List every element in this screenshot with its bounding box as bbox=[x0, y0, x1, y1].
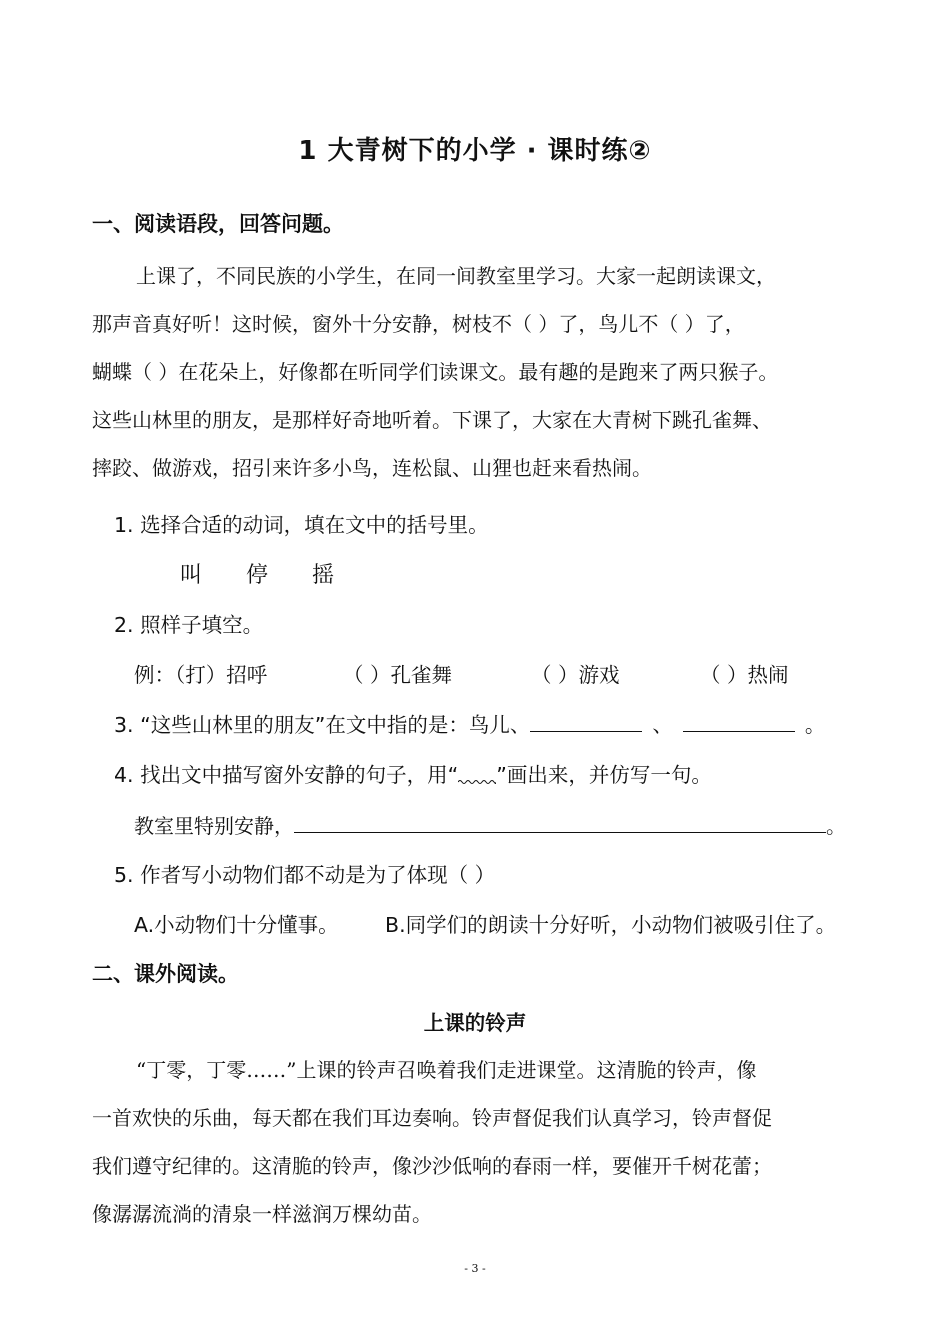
story-line: “丁零，丁零……”上课的铃声召唤着我们走进课堂。这清脆的铃声，像 bbox=[136, 1058, 757, 1082]
question-5: 5. 作者写小动物们都不动是为了体现（ ） bbox=[114, 863, 496, 887]
wavy-line-icon bbox=[458, 762, 496, 782]
period: 。 bbox=[826, 814, 846, 838]
story-line: 一首欢快的乐曲，每天都在我们耳边奏响。铃声督促我们认真学习，铃声督促 bbox=[92, 1106, 772, 1130]
passage-line: 蝴蝶（ ）在花朵上，好像都在听同学们读课文。最有趣的是跑来了两只猴子。 bbox=[92, 360, 779, 384]
question-1: 1. 选择合适的动词，填在文中的括号里。 bbox=[114, 513, 489, 537]
answer-blank[interactable] bbox=[683, 711, 795, 732]
passage-line: 摔跤、做游戏，招引来许多小鸟，连松鼠、山狸也赶来看热闹。 bbox=[92, 456, 652, 480]
question-3-text: 3. “这些山林里的朋友”在文中指的是：鸟儿、 bbox=[114, 713, 531, 737]
answer-blank[interactable] bbox=[530, 711, 642, 732]
answer-blank[interactable] bbox=[294, 812, 826, 833]
imitation-prefix: 教室里特别安静， bbox=[134, 814, 294, 838]
question-4-suffix: ”画出来，并仿写一句。 bbox=[496, 763, 712, 787]
fill-item[interactable]: （ ）热闹 bbox=[700, 663, 789, 687]
imitation-sentence bbox=[134, 810, 846, 839]
period: 。 bbox=[804, 713, 826, 737]
passage-line: 上课了，不同民族的小学生，在同一间教室里学习。大家一起朗读课文， bbox=[136, 264, 776, 288]
separator: 、 bbox=[652, 713, 673, 737]
word-option: 叫 bbox=[180, 563, 203, 588]
fill-item[interactable]: （ ）孔雀舞 bbox=[343, 663, 453, 687]
section-2-heading: 二、课外阅读。 bbox=[92, 962, 239, 986]
question-2: 2. 照样子填空。 bbox=[114, 613, 264, 637]
question-4-prefix: 4. 找出文中描写窗外安静的句子，用“ bbox=[114, 763, 459, 787]
option-b[interactable]: B.同学们的朗读十分好听，小动物们被吸引住了。 bbox=[385, 913, 837, 937]
section-1-heading: 一、阅读语段，回答问题。 bbox=[92, 212, 344, 236]
question-3 bbox=[114, 708, 825, 738]
passage-line-text: 那声音真好听！这时候，窗外十分安静，树枝不（ ）了，鸟儿不（ ）了， bbox=[92, 312, 745, 336]
option-a[interactable]: A.小动物们十分懂事。 bbox=[134, 913, 339, 937]
page-title: 1 大青树下的小学 · 课时练② bbox=[298, 136, 652, 166]
passage-line bbox=[92, 308, 862, 337]
passage-line: 这些山林里的朋友，是那样好奇地听着。下课了，大家在大青树下跳孔雀舞、 bbox=[92, 408, 772, 432]
story-title: 上课的铃声 bbox=[423, 1011, 527, 1035]
word-option: 摇 bbox=[312, 563, 335, 588]
word-option: 停 bbox=[246, 563, 269, 588]
story-line: 我们遵守纪律的。这清脆的铃声，像沙沙低响的春雨一样，要催开千树花蕾； bbox=[92, 1154, 772, 1178]
story-line: 像潺潺流淌的清泉一样滋润万棵幼苗。 bbox=[92, 1202, 432, 1226]
page-number: - 3 - bbox=[464, 1262, 486, 1275]
example-item: 例：（打）招呼 bbox=[134, 663, 268, 687]
question-4 bbox=[114, 758, 712, 788]
fill-item[interactable]: （ ）游戏 bbox=[531, 663, 620, 687]
